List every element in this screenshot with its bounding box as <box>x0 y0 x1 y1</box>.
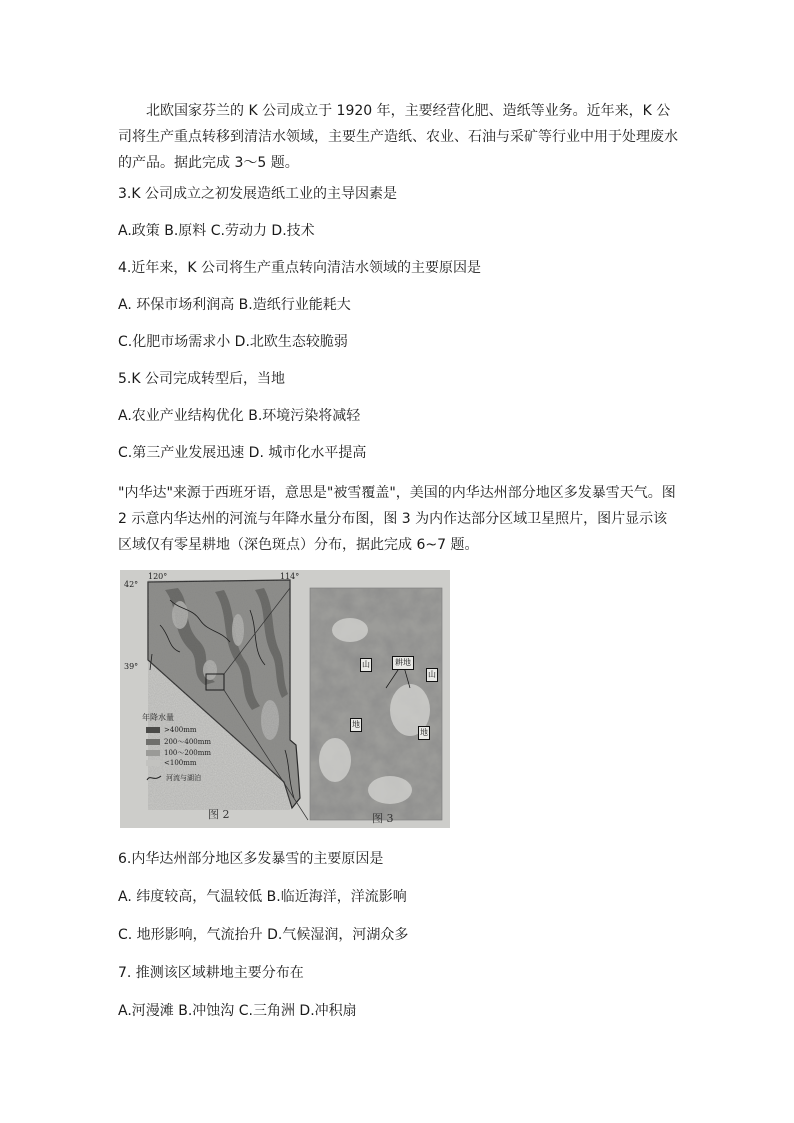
map-graphic <box>120 570 450 828</box>
legend-item <box>146 726 197 734</box>
lat-label-42: 42° <box>124 580 139 589</box>
legend-label: 200～400mm <box>164 738 211 746</box>
question-5-options-line1: A.农业产业结构优化 B.环境污染将减轻 <box>118 408 361 424</box>
legend-item <box>146 759 197 767</box>
sat-label-land: 地 <box>350 718 362 732</box>
sat-label-mountain: 山 <box>360 658 372 672</box>
sat-label-farmland: 耕地 <box>392 656 414 670</box>
legend-label: 100～200mm <box>164 749 211 757</box>
question-4-options-line2: C.化肥市场需求小 D.北欧生态较脆弱 <box>118 334 348 350</box>
legend-title: 年降水量 <box>142 713 174 722</box>
question-5-options-line2: C.第三产业发展迅速 D. 城市化水平提高 <box>118 445 367 461</box>
river-symbol-icon <box>146 774 162 782</box>
lat-label-39: 39° <box>124 662 139 671</box>
legend-item-river <box>146 773 201 783</box>
figure-3-caption: 图 3 <box>372 812 394 825</box>
question-6-options-line1: A. 纬度较高，气温较低 B.临近海洋，洋流影响 <box>118 889 407 905</box>
question-3-options: A.政策 B.原料 C.劳动力 D.技术 <box>118 223 315 239</box>
question-5-stem: 5.K 公司完成转型后，当地 <box>118 371 285 387</box>
question-6-stem: 6.内华达州部分地区多发暴雪的主要原因是 <box>118 851 384 867</box>
legend-label: 河流与湖泊 <box>166 774 201 782</box>
intro-paragraph-2: "内华达"来源于西班牙语，意思是"被雪覆盖"，美国的内华达州部分地区多发暴雪天气。图 2 示意内华达州的河流与年降水量分布图，图 3 为内作达部分区域卫星照片，图片显示该区域仅有零星耕地（深色斑点）分布，据此完成 6~7 题。 <box>118 485 676 553</box>
sat-label-land: 地 <box>418 726 430 740</box>
legend-label: >400mm <box>164 726 197 734</box>
intro-paragraph-1: 北欧国家芬兰的 K 公司成立于 1920 年，主要经营化肥、造纸等业务。近年来，K 公司将生产重点转移到清洁水领域，主要生产造纸、农业、石油与采矿等行业中用于处理废水的产品。据此完成 3～5 题。 <box>118 103 678 171</box>
legend-item <box>146 748 211 758</box>
legend-swatch <box>146 760 160 766</box>
question-4-options-line1: A. 环保市场利润高 B.造纸行业能耗大 <box>118 297 351 313</box>
question-7-options: A.河漫滩 B.冲蚀沟 C.三角洲 D.冲积扇 <box>118 1003 357 1019</box>
lon-label-114: 114° <box>280 572 300 581</box>
question-4-stem: 4.近年来，K 公司将生产重点转向清洁水领域的主要原因是 <box>118 260 481 276</box>
lon-label-120: 120° <box>148 572 168 581</box>
legend-item <box>146 737 211 747</box>
question-3-stem: 3.K 公司成立之初发展造纸工业的主导因素是 <box>118 186 397 202</box>
map-figure <box>120 570 450 828</box>
legend-swatch <box>146 750 160 756</box>
legend-swatch <box>146 727 160 733</box>
question-7-stem: 7. 推测该区域耕地主要分布在 <box>118 965 304 981</box>
legend-label: <100mm <box>164 759 197 767</box>
question-6-options-line2: C. 地形影响，气流抬升 D.气候湿润，河湖众多 <box>118 927 409 943</box>
legend-swatch <box>146 739 160 745</box>
sat-label-mountain: 山 <box>426 668 438 682</box>
figure-2-caption: 图 2 <box>208 808 230 821</box>
